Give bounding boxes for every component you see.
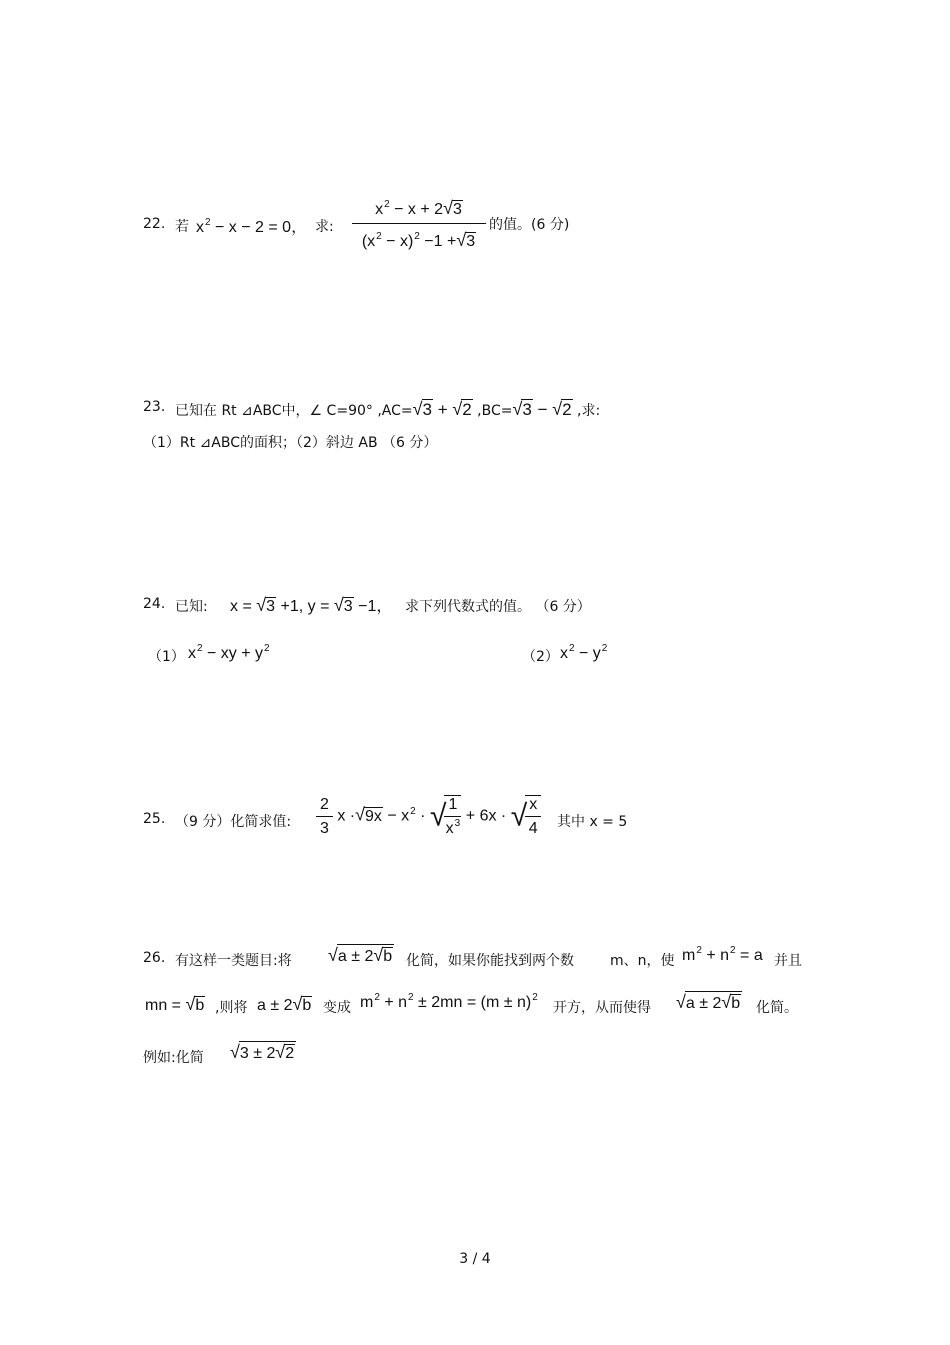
q26-becomes: 变成 — [323, 1000, 351, 1016]
q25-fraction: $\frac{2}{3}$ — [316, 796, 333, 838]
q22-tail: 的值。(6 分) — [489, 217, 570, 233]
q26-line1-b: 化简，如果你能找到两个数 — [406, 953, 574, 969]
sqrt-icon: √ — [355, 804, 366, 825]
sqrt-icon: √ — [456, 230, 467, 250]
q25-condition: 其中 x = 5 — [557, 814, 628, 830]
sqrt-icon: √ — [275, 1042, 286, 1062]
q24-number: 24. — [143, 596, 166, 612]
q24-part1-label: （1） — [148, 649, 185, 665]
q26-then: ,则将 — [215, 1000, 248, 1016]
q22-lead: 若 — [175, 219, 189, 235]
sqrt-icon: √ — [510, 799, 528, 833]
q24-part2-expr: $x^2 - y^2$ — [560, 643, 608, 662]
q25-lead: （9 分）化简求值: — [175, 814, 292, 830]
q24-part2-label: （2） — [522, 649, 559, 665]
q22-ask: 求: — [315, 219, 334, 235]
q22-fraction-numerator: $x^2 - x + 2√3$ — [352, 198, 486, 224]
sqrt-icon: √ — [230, 1042, 240, 1062]
q26-example: 例如:化简 — [143, 1050, 204, 1066]
q24-given: x = √3 +1, y = √3 −1， — [230, 595, 393, 615]
q26-condition-1: $m^2 + n^2 = a$ — [682, 945, 763, 964]
page-number: 3 / 4 — [459, 1251, 491, 1267]
q22-fraction-denominator: $(x^2 - x)^2 -1 +√3$ — [361, 230, 476, 250]
q26-a2b: a ± 2√b — [257, 994, 312, 1014]
sqrt-icon: √ — [443, 198, 453, 218]
q26-radical-1: √a ± 2√b — [328, 945, 393, 965]
q22-number: 22. — [143, 216, 166, 232]
sqrt-icon: √ — [512, 399, 523, 419]
q22-fraction — [352, 198, 486, 251]
q24-lead: 已知: — [175, 599, 208, 615]
q23-line2: （1）Rt ⊿ABC的面积；（2）斜边 AB （6 分） — [143, 435, 438, 451]
q26-square-form: $m^2 + n^2 \pm 2mn = (m \pm n)^2$ — [360, 992, 538, 1011]
sqrt-icon: √ — [373, 945, 384, 965]
q26-number: 26. — [143, 950, 166, 966]
sqrt-icon: √ — [429, 799, 447, 833]
sqrt-icon: √ — [256, 595, 267, 615]
sqrt-icon: √ — [552, 399, 563, 419]
q22-condition: $x^2 - x - 2 = 0$， — [196, 217, 308, 236]
q26-example-radical: √3 ± 2√2 — [230, 1042, 295, 1062]
q25-number: 25. — [143, 811, 166, 827]
q26-simplify: 化简。 — [756, 1000, 798, 1016]
sqrt-icon: √ — [452, 399, 463, 419]
q25-inner-fraction: $\frac{1}{x^3}$ — [445, 796, 461, 837]
q25-inner-fraction-2: $\frac{x}{4}$ — [525, 795, 541, 838]
q26-and: 并且 — [774, 953, 802, 969]
sqrt-icon: √ — [185, 994, 196, 1014]
q25-expression: $\frac{2}{3}$ $x \cdot√9x - x^2$ · √ $\frac{1}{x^3}$ + 6x · √ $\frac{x}{4}$ — [316, 795, 541, 845]
q24-ask: 求下列代数式的值。 （6 分） — [405, 599, 591, 615]
sqrt-icon: √ — [412, 399, 423, 419]
q23-line1: 已知在 Rt ⊿ABC中，∠ C=90° ,AC=√3 + √2 ,BC=√3 − √2 ,求: — [175, 399, 601, 419]
sqrt-icon: √ — [721, 992, 732, 1012]
q23-number: 23. — [143, 399, 166, 415]
q26-mn-eq: mn = √b — [145, 994, 205, 1014]
q26-line1-a: 有这样一类题目:将 — [175, 953, 292, 969]
q26-kai: 开方，从而使得 — [553, 1000, 651, 1016]
sqrt-icon: √ — [292, 994, 303, 1014]
q24-part1-expr: $x^2$ − xy + $y^2$ — [188, 643, 270, 662]
sqrt-icon: √ — [328, 945, 338, 965]
sqrt-icon: √ — [333, 595, 344, 615]
q26-radical-2: √a ± 2√b — [676, 992, 741, 1012]
q26-mn: m、n，使 — [610, 953, 675, 969]
sqrt-icon: √ — [676, 992, 686, 1012]
